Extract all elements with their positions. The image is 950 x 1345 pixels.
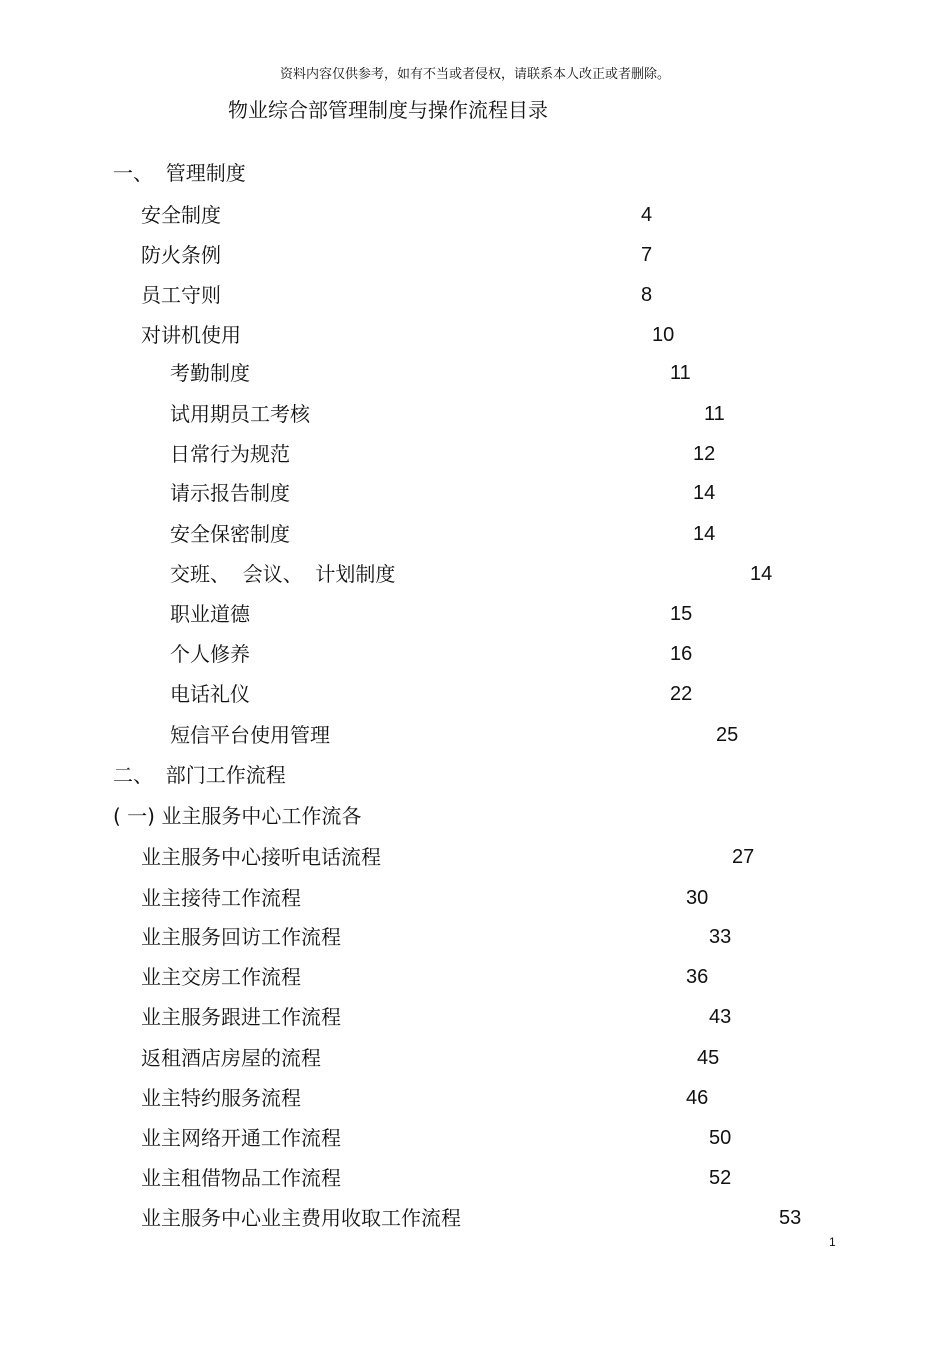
toc-page-number: 52 (709, 1167, 732, 1189)
toc-page-number: 50 (709, 1127, 732, 1149)
toc-page-number: 7 (641, 244, 653, 266)
page-number: 1 (829, 1235, 836, 1249)
toc-label: 员工守则 (141, 283, 221, 307)
toc-page-number: 11 (704, 403, 725, 425)
toc-page-number: 4 (641, 204, 653, 226)
toc-page-number: 25 (716, 724, 739, 746)
toc-label: 日常行为规范 (170, 442, 290, 466)
toc-label: 短信平台使用管理 (170, 723, 330, 747)
toc-label: 一、 管理制度 (113, 161, 246, 185)
toc-label: 业主网络开通工作流程 (141, 1126, 341, 1150)
toc-page-number: 8 (641, 284, 653, 306)
toc-label: 职业道德 (170, 602, 250, 626)
toc-label: 请示报告制度 (170, 481, 290, 505)
toc-label: 试用期员工考核 (170, 402, 310, 426)
toc-label: 对讲机使用 (141, 323, 241, 347)
toc-label: 业主租借物品工作流程 (141, 1166, 341, 1190)
toc-page-number: 15 (670, 603, 693, 625)
toc-label: 业主特约服务流程 (141, 1086, 301, 1110)
toc-page-number: 14 (750, 563, 773, 585)
toc-page-number: 12 (693, 443, 716, 465)
toc-page-number: 22 (670, 683, 693, 705)
toc-page-number: 11 (670, 362, 691, 384)
toc-label: 安全制度 (141, 203, 221, 227)
toc-label: 交班、 会议、 计划制度 (170, 562, 396, 586)
toc-label: 业主接待工作流程 (141, 886, 301, 910)
toc-label: 业主服务中心业主费用收取工作流程 (141, 1206, 461, 1230)
toc-page-number: 43 (709, 1006, 732, 1028)
toc-label: 业主服务回访工作流程 (141, 925, 341, 949)
toc-label: 业主交房工作流程 (141, 965, 301, 989)
toc-page-number: 27 (732, 846, 755, 868)
toc-page-number: 33 (709, 926, 732, 948)
toc-page-number: 36 (686, 966, 709, 988)
toc-label: ( 一) 业主服务中心工作流各 (113, 804, 362, 828)
toc-page-number: 14 (693, 523, 716, 545)
toc-label: 电话礼仪 (170, 682, 250, 706)
toc-page-number: 14 (693, 482, 716, 504)
toc-label: 防火条例 (141, 243, 221, 267)
toc-page-number: 53 (779, 1207, 802, 1229)
disclaimer: 资料内容仅供参考，如有不当或者侵权，请联系本人改正或者删除。 (279, 67, 670, 82)
toc-label: 业主服务中心接听电话流程 (141, 845, 381, 869)
toc-page-number: 10 (652, 324, 675, 346)
toc-label: 考勤制度 (170, 361, 250, 385)
toc-page-number: 46 (686, 1087, 709, 1109)
toc-page-number: 16 (670, 643, 693, 665)
toc-label: 业主服务跟进工作流程 (141, 1005, 341, 1029)
toc-page-number: 30 (686, 887, 709, 909)
toc-label: 安全保密制度 (170, 522, 290, 546)
toc-label: 个人修养 (170, 642, 250, 666)
document-title: 物业综合部管理制度与操作流程目录 (228, 98, 548, 122)
toc-page-number: 45 (697, 1047, 720, 1069)
toc-label: 二、 部门工作流程 (113, 763, 286, 787)
toc-label: 返租酒店房屋的流程 (141, 1046, 321, 1070)
